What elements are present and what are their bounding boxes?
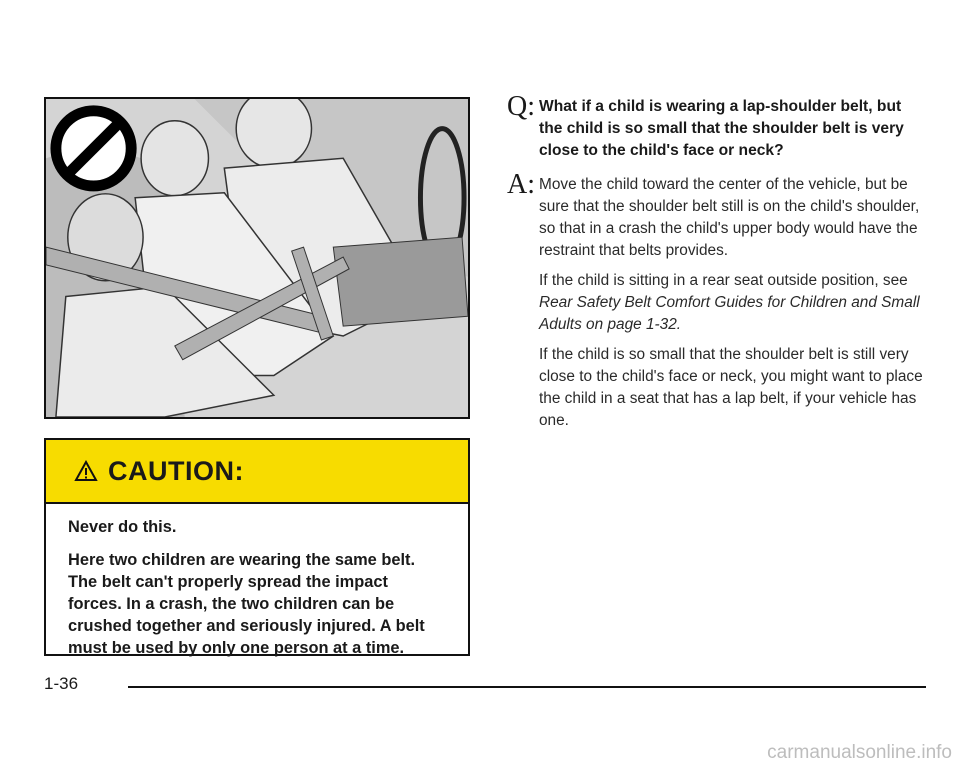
warning-triangle-icon: [74, 460, 98, 482]
caution-body: [46, 504, 468, 659]
footer-rule: [128, 686, 926, 688]
page-number: 1-36: [44, 674, 79, 693]
prohibition-icon: [56, 111, 131, 186]
watermark: carmanualsonline.info: [767, 742, 952, 763]
illustration-drawing: [46, 99, 468, 417]
qa-column: [507, 91, 927, 432]
rear-seat-text: If the child is sitting in a rear seat outside position, see: [539, 272, 908, 289]
comfort-guides-reference[interactable]: Rear Safety Belt Comfort Guides for Children and Small Adults on page 1-32.: [539, 294, 920, 333]
caution-title: CAUTION:: [108, 455, 244, 486]
question-text: What if a child is wearing a lap-shoulder belt, but the child is so small that the shoulder belt is very close to the child's face or neck?: [539, 98, 904, 159]
answer-block: [507, 169, 927, 262]
lap-belt-paragraph: If the child is so small that the shoulder belt is still very close to the child's face or neck, you might want to place the child in a seat that has a lap belt, if your vehicle has one.: [539, 346, 923, 429]
answer-letter: A:: [507, 169, 535, 200]
caution-line-2: Here two children are wearing the same belt. The belt can't properly spread the impact forces. In a crash, the two children can be crushed together and seriously injured. A belt must be used by only one person at a time.: [68, 551, 425, 657]
caution-box: [44, 438, 470, 656]
illustration-two-children-one-belt: [44, 97, 470, 419]
caution-header: [46, 440, 468, 504]
question-block: [507, 91, 927, 162]
rear-seat-paragraph: [539, 270, 927, 336]
question-letter: Q:: [507, 91, 535, 122]
caution-line-1: Never do this.: [68, 518, 177, 536]
answer-text: Move the child toward the center of the vehicle, but be sure that the shoulder belt still is on the child's shoulder, so that in a crash the child's upper body would have the restraint that belts provides.: [539, 176, 920, 259]
